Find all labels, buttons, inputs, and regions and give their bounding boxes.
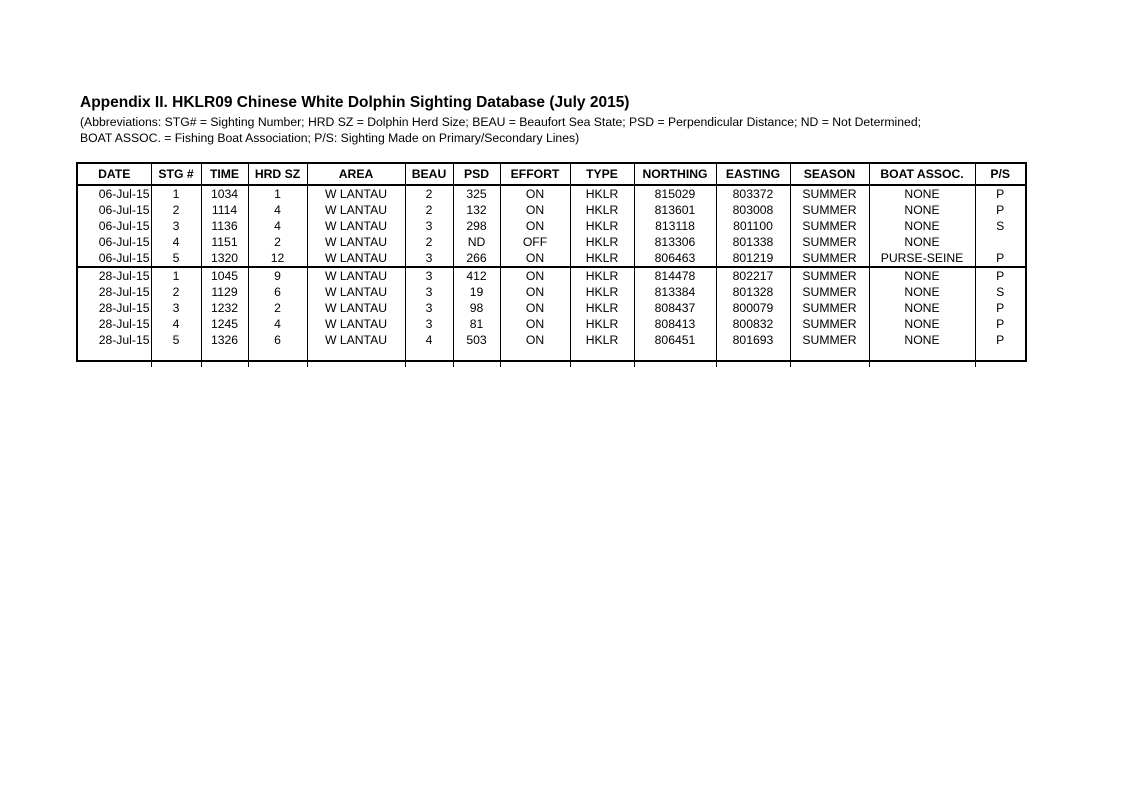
table-cell: ON (500, 185, 570, 202)
table-cell: 808437 (634, 300, 716, 316)
table-cell: 4 (248, 316, 307, 332)
table-row (78, 300, 1025, 316)
table-cell: P (975, 316, 1025, 332)
sighting-table (78, 164, 1025, 367)
table-filler-cell (869, 348, 975, 367)
table-cell: HKLR (570, 218, 634, 234)
table-cell: HKLR (570, 185, 634, 202)
table-cell: 06-Jul-15 (78, 250, 151, 267)
table-cell: 412 (453, 267, 500, 284)
table-row (78, 332, 1025, 348)
table-cell: 28-Jul-15 (98, 268, 150, 283)
table-cell: 806463 (634, 250, 716, 267)
table-cell: 4 (248, 202, 307, 218)
table-filler-cell (500, 348, 570, 367)
table-cell: SUMMER (790, 250, 869, 267)
header-northing: NORTHING (634, 164, 716, 185)
table-cell: SUMMER (790, 284, 869, 300)
table-cell: 28-Jul-15 (98, 284, 150, 299)
table-row (78, 284, 1025, 300)
table-filler-cell (634, 348, 716, 367)
table-cell: 3 (405, 284, 453, 300)
table-cell: NONE (869, 202, 975, 218)
header-season: SEASON (790, 164, 869, 185)
header-time: TIME (201, 164, 248, 185)
table-cell: SUMMER (790, 218, 869, 234)
table-cell: W LANTAU (307, 316, 405, 332)
table-cell: 2 (405, 185, 453, 202)
table-cell: 2 (405, 234, 453, 250)
header-area: AREA (307, 164, 405, 185)
table-cell: W LANTAU (307, 202, 405, 218)
table-cell: SUMMER (790, 202, 869, 218)
table-cell: 801328 (716, 284, 790, 300)
table-cell: 98 (453, 300, 500, 316)
table-cell: ON (500, 284, 570, 300)
table-cell (975, 234, 1025, 250)
table-filler-cell (307, 348, 405, 367)
table-row (78, 234, 1025, 250)
table-filler-cell (201, 348, 248, 367)
table-cell: 3 (405, 267, 453, 284)
table-cell: W LANTAU (307, 234, 405, 250)
table-body (78, 185, 1025, 367)
table-cell: 801693 (716, 332, 790, 348)
header-psd: PSD (453, 164, 500, 185)
table-filler-cell (790, 348, 869, 367)
table-cell: P (975, 185, 1025, 202)
table-cell: 813384 (634, 284, 716, 300)
table-cell: HKLR (570, 202, 634, 218)
table-cell: NONE (869, 267, 975, 284)
abbreviations-line-2: BOAT ASSOC. = Fishing Boat Association; P/S: Sighting Made on Primary/Secondary Lines) (80, 131, 580, 145)
table-cell: W LANTAU (307, 250, 405, 267)
table-cell: W LANTAU (307, 284, 405, 300)
table-row (78, 185, 1025, 202)
table-cell: P (975, 300, 1025, 316)
table-cell: 06-Jul-15 (98, 218, 150, 233)
table-cell: 6 (248, 284, 307, 300)
table-cell: 1 (151, 267, 201, 284)
table-cell: 12 (248, 250, 307, 267)
table-cell: SUMMER (790, 332, 869, 348)
table-cell: 801219 (716, 250, 790, 267)
table-cell: PURSE-SEINE (869, 250, 975, 267)
table-cell: P (975, 202, 1025, 218)
table-row (78, 218, 1025, 234)
table-cell: 1 (248, 185, 307, 202)
table-cell: 808413 (634, 316, 716, 332)
table-filler-cell (405, 348, 453, 367)
table-cell: ON (500, 250, 570, 267)
header-beau: BEAU (405, 164, 453, 185)
table-cell: 800832 (716, 316, 790, 332)
table-cell: HKLR (570, 316, 634, 332)
table-cell: 1045 (201, 267, 248, 284)
header-type: TYPE (570, 164, 634, 185)
table-cell: 6 (248, 332, 307, 348)
table-filler-cell (151, 348, 201, 367)
table-cell: 813118 (634, 218, 716, 234)
table-cell: 4 (151, 234, 201, 250)
table-cell: 1034 (201, 185, 248, 202)
table-cell: 1151 (201, 234, 248, 250)
table-cell: HKLR (570, 300, 634, 316)
table-cell: SUMMER (790, 234, 869, 250)
table-cell: NONE (869, 284, 975, 300)
table-cell: 06-Jul-15 (98, 202, 150, 217)
table-cell: NONE (869, 185, 975, 202)
table-cell: 803372 (716, 185, 790, 202)
table-filler-cell (570, 348, 634, 367)
table-cell: 19 (453, 284, 500, 300)
header-hrd-sz: HRD SZ (248, 164, 307, 185)
table-cell: 3 (405, 250, 453, 267)
table-cell: 2 (151, 284, 201, 300)
table-filler-cell (248, 348, 307, 367)
table-cell: 266 (453, 250, 500, 267)
table-cell: HKLR (570, 250, 634, 267)
table-cell: 132 (453, 202, 500, 218)
table-cell: 3 (405, 218, 453, 234)
table-cell: HKLR (570, 332, 634, 348)
header-stg: STG # (151, 164, 201, 185)
table-cell: 4 (248, 218, 307, 234)
table-cell: 3 (405, 300, 453, 316)
header-easting: EASTING (716, 164, 790, 185)
table-cell: 800079 (716, 300, 790, 316)
table-cell: OFF (500, 234, 570, 250)
table-cell: SUMMER (790, 300, 869, 316)
header-ps: P/S (975, 164, 1025, 185)
table-cell: W LANTAU (307, 218, 405, 234)
table-filler-cell (453, 348, 500, 367)
table-cell: 813306 (634, 234, 716, 250)
table-cell: 1320 (201, 250, 248, 267)
table-cell: 2 (405, 202, 453, 218)
table-cell: 3 (151, 300, 201, 316)
table-filler-cell (78, 348, 151, 367)
table-cell: P (975, 267, 1025, 284)
table-cell: 802217 (716, 267, 790, 284)
table-cell: NONE (869, 218, 975, 234)
abbreviations-note (80, 114, 980, 146)
table-cell: W LANTAU (307, 332, 405, 348)
table-cell: 813601 (634, 202, 716, 218)
table-cell: S (975, 284, 1025, 300)
table-row (78, 267, 1025, 284)
table-cell: 1245 (201, 316, 248, 332)
table-cell: S (975, 218, 1025, 234)
table-cell: SUMMER (790, 267, 869, 284)
abbreviations-line-1: (Abbreviations: STG# = Sighting Number; HRD SZ = Dolphin Herd Size; BEAU = Beaufort Sea State; PSD = Perpendicular Distance; ND = Not Determined; (80, 115, 921, 129)
table-cell: ND (453, 234, 500, 250)
table-cell: P (975, 250, 1025, 267)
table-cell: NONE (869, 300, 975, 316)
table-cell: 325 (453, 185, 500, 202)
table-cell: SUMMER (790, 185, 869, 202)
table-cell: 803008 (716, 202, 790, 218)
table-row (78, 250, 1025, 267)
table-cell: W LANTAU (307, 267, 405, 284)
table-cell: 3 (151, 218, 201, 234)
table-cell: 815029 (634, 185, 716, 202)
table-cell: NONE (869, 234, 975, 250)
table-cell: 1 (151, 185, 201, 202)
table-cell: 28-Jul-15 (98, 332, 150, 347)
table-cell: 9 (248, 267, 307, 284)
table-cell: NONE (869, 316, 975, 332)
table-cell: W LANTAU (307, 300, 405, 316)
table-cell: 06-Jul-15 (98, 234, 150, 249)
table-cell: 81 (453, 316, 500, 332)
table-cell: HKLR (570, 234, 634, 250)
table-row (78, 316, 1025, 332)
table-cell: ON (500, 202, 570, 218)
table-cell: 3 (405, 316, 453, 332)
table-cell: 5 (151, 250, 201, 267)
table-cell: 4 (405, 332, 453, 348)
table-cell: ON (500, 300, 570, 316)
table-cell: 1136 (201, 218, 248, 234)
table-cell: SUMMER (790, 316, 869, 332)
table-cell: 06-Jul-15 (98, 186, 150, 201)
table-cell: 801338 (716, 234, 790, 250)
table-cell: 5 (151, 332, 201, 348)
table-filler-row (78, 348, 1025, 367)
page-title: Appendix II. HKLR09 Chinese White Dolphin Sighting Database (July 2015) (80, 94, 630, 111)
table-cell: 298 (453, 218, 500, 234)
table-cell: 1114 (201, 202, 248, 218)
sighting-table-frame (76, 162, 1027, 362)
table-cell: ON (500, 267, 570, 284)
table-cell: NONE (869, 332, 975, 348)
table-filler-cell (975, 348, 1025, 367)
table-cell: 28-Jul-15 (98, 300, 150, 315)
table-cell: 814478 (634, 267, 716, 284)
table-cell: 4 (151, 316, 201, 332)
table-filler-cell (716, 348, 790, 367)
table-cell: 806451 (634, 332, 716, 348)
table-cell: 2 (151, 202, 201, 218)
table-cell: HKLR (570, 267, 634, 284)
table-cell: 1326 (201, 332, 248, 348)
table-cell: W LANTAU (307, 185, 405, 202)
table-cell: ON (500, 218, 570, 234)
header-effort: EFFORT (500, 164, 570, 185)
table-cell: 801100 (716, 218, 790, 234)
header-boat-assoc: BOAT ASSOC. (869, 164, 975, 185)
table-cell: 28-Jul-15 (98, 316, 150, 331)
table-cell: ON (500, 332, 570, 348)
table-cell: 2 (248, 300, 307, 316)
table-cell: P (975, 332, 1025, 348)
table-cell: 1129 (201, 284, 248, 300)
table-cell: ON (500, 316, 570, 332)
header-date: DATE (78, 164, 151, 185)
table-cell: 1232 (201, 300, 248, 316)
table-header-row (78, 164, 1025, 185)
table-cell: 2 (248, 234, 307, 250)
table-cell: 503 (453, 332, 500, 348)
table-row (78, 202, 1025, 218)
table-cell: HKLR (570, 284, 634, 300)
